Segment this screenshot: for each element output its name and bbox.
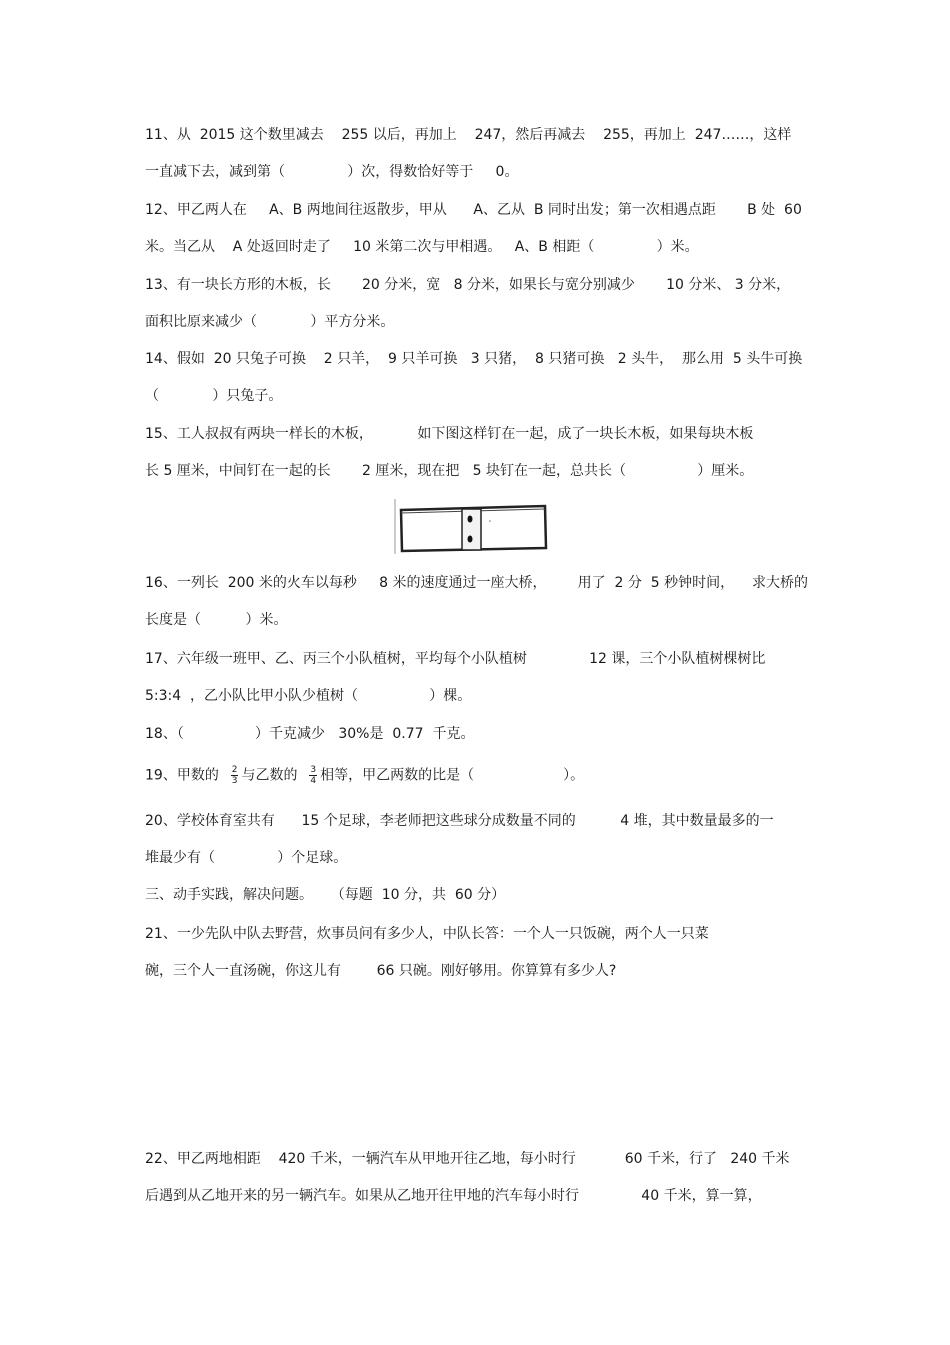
q20-line2: 堆最少有（ ）个足球。	[145, 850, 348, 866]
nail-icon	[468, 516, 473, 523]
nailed-boards-figure	[394, 496, 550, 556]
speck	[489, 520, 491, 522]
fraction-denominator: 3	[231, 776, 238, 786]
q11-line1: 11、从 2015 这个数里减去 255 以后，再加上 247，然后再减去 255，再加上 247……，这样	[145, 127, 792, 143]
q15-line1: 15、工人叔叔有两块一样长的木板， 如下图这样钉在一起，成了一块长木板，如果每块木板	[145, 426, 754, 442]
q17-line2: 5:3:4 ，乙小队比甲小队少植树（ ）棵。	[145, 688, 472, 704]
q20-line1: 20、学校体育室共有 15 个足球，李老师把这些球分成数量不同的 4 堆，其中数量最多的一	[145, 813, 774, 829]
q11-line2: 一直减下去，减到第（ ）次，得数恰好等于 0。	[145, 164, 519, 180]
q12-line1: 12、甲乙两人在 A、B 两地间往返散步，甲从 A、乙从 B 同时出发；第一次相遇点距 B 处 60	[145, 202, 802, 218]
fraction-denominator: 4	[310, 776, 317, 786]
fraction-numerator: 2	[231, 765, 238, 775]
q22-line2: 后遇到从乙地开来的另一辆汽车。如果从乙地开往甲地的汽车每小时行 40 千米，算一算，	[145, 1188, 762, 1204]
q19-prefix: 19、甲数的	[145, 767, 228, 784]
q19-suffix: 相等，甲乙两数的比是（ ）。	[320, 767, 585, 784]
fraction-two-thirds	[231, 765, 239, 786]
q16-line1: 16、一列长 200 米的火车以每秒 8 米的速度通过一座大桥， 用了 2 分 5 秒钟时间， 求大桥的	[145, 575, 808, 591]
q16-line2: 长度是（ ）米。	[145, 612, 288, 628]
fraction-three-quarters	[309, 765, 317, 786]
q22-line1: 22、甲乙两地相距 420 千米，一辆汽车从甲地开往乙地，每小时行 60 千米，行了 240 千米	[145, 1151, 790, 1167]
q21-line2: 碗，三个人一直汤碗，你这儿有 66 只碗。刚好够用。你算算有多少人?	[145, 963, 617, 979]
fraction-numerator: 3	[310, 765, 317, 775]
q19-middle: 与乙数的	[241, 767, 307, 784]
q21-line1: 21、一少先队中队去野营，炊事员问有多少人，中队长答：一个人一只饭碗，两个人一只菜	[145, 926, 709, 942]
q15-line2: 长 5 厘米，中间钉在一起的长 2 厘米，现在把 5 块钉在一起，总共长（ ）厘米。	[145, 463, 754, 479]
q13-line2: 面积比原来减少（ ）平方分米。	[145, 314, 395, 330]
q17-line1: 17、六年级一班甲、乙、丙三个小队植树，平均每个小队植树 12 课，三个小队植树棵树比	[145, 651, 766, 667]
q14-line2: （ ）只兔子。	[145, 388, 283, 404]
section-3-heading: 三、动手实践，解决问题。 （每题 10 分，共 60 分）	[145, 887, 506, 903]
q19-line	[145, 765, 584, 786]
q18-line1: 18、（ ）千克减少 30%是 0.77 千克。	[145, 726, 475, 742]
nail-icon	[468, 536, 473, 543]
q14-line1: 14、假如 20 只兔子可换 2 只羊， 9 只羊可换 3 只猪， 8 只猪可换 2 头牛， 那么用 5 头牛可换	[145, 351, 803, 367]
q13-line1: 13、有一块长方形的木板，长 20 分米，宽 8 分米，如果长与宽分别减少 10 分米、 3 分米，	[145, 277, 791, 293]
overlap-section	[462, 509, 481, 550]
q12-line2: 米。当乙从 A 处返回时走了 10 米第二次与甲相遇。 A、B 相距（ ）米。	[145, 239, 699, 255]
